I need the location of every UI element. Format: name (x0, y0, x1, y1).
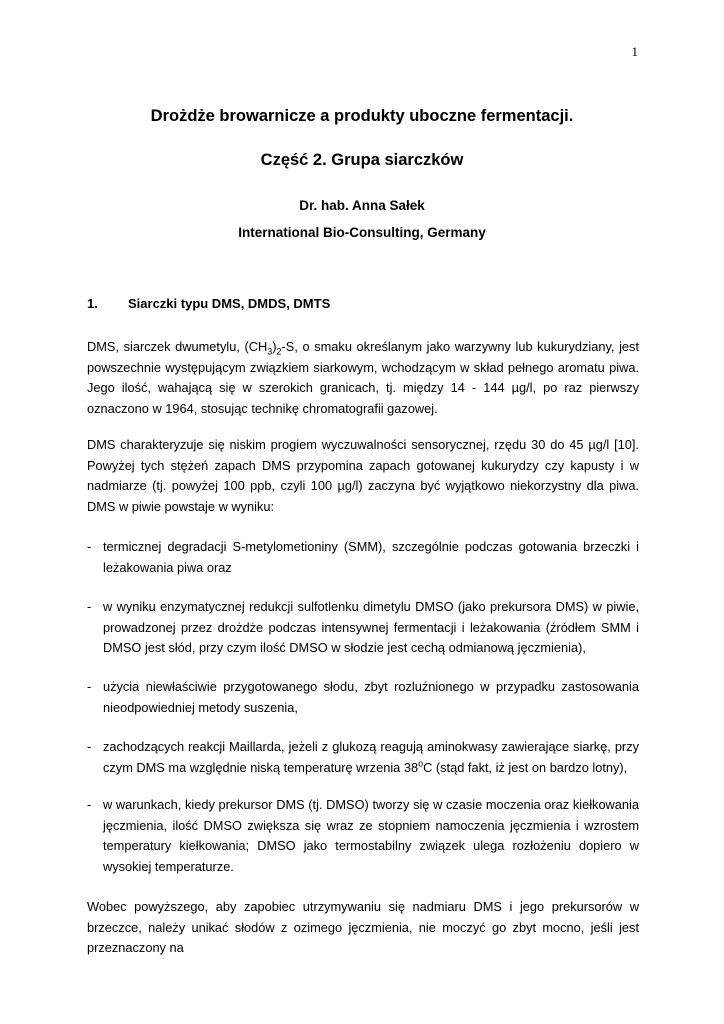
list-item (87, 537, 639, 578)
document-subtitle: Część 2. Grupa siarczków (260, 151, 464, 169)
paragraph-text: ) (272, 339, 277, 354)
superscript: o (418, 758, 424, 769)
paragraph-text: DMS, siarczek dwumetylu, (CH (87, 339, 268, 354)
list-item-text: termicznej degradacji S-metylometioniny (SMM), szczególnie podczas gotowania brzeczki i leżakowania piwa oraz (103, 539, 639, 575)
author-name: Dr. hab. Anna Sałek (299, 198, 425, 213)
list-item (87, 597, 639, 659)
dash-bullet: - (87, 797, 92, 812)
section-number: 1. (87, 296, 98, 311)
paragraph: DMS charakteryzuje się niskim progiem wyczuwalności sensorycznej, rzędu 30 do 45 µg/l [10]. Powyżej tych stężeń zapach DMS przypomina zapach gotowanej kukurydzy czy kapusty i w nadmiarze (tj. powyżej 100 ppb, czyli 100 µg/l) zaczyna być wyjątkowo niekorzystny dla piwa. DMS w piwie powstaje w wyniku: (87, 437, 639, 514)
document-title: Drożdże browarnicze a produkty uboczne fermentacji. (150, 107, 574, 125)
list-item-text: w wyniku enzymatycznej redukcji sulfotlenku dimetylu DMSO (jako prekursora DMS) w piwie, prowadzonej przez drożdże podczas intensywnej fermentacji i leżakowania (źródłem SMM i DMSO jest słód, przy czym ilość DMSO w słodzie jest cechą odmianową jęczmienia), (103, 599, 639, 655)
dash-bullet: - (87, 599, 92, 614)
section-title: Siarczki typu DMS, DMDS, DMTS (128, 296, 331, 311)
list-item-text: użycia niewłaściwie przygotowanego słodu, zbyt rozluźnionego w przypadku zastosowania nieodpowiedniej metody suszenia, (103, 679, 639, 715)
author-affiliation: International Bio-Consulting, Germany (238, 225, 486, 240)
dash-bullet: - (87, 679, 92, 694)
dash-bullet: - (87, 739, 92, 754)
list-item (87, 677, 639, 718)
list-item-text: zachodzących reakcji Maillarda, jeżeli z glukozą reagują aminokwasy zawierające siarkę, przy czym DMS ma względnie niską temperaturę wrzenia 38 (103, 739, 639, 775)
subscript: 3 (267, 346, 273, 357)
page-number: 1 (631, 44, 638, 59)
paragraph: Wobec powyższego, aby zapobiec utrzymywaniu się nadmiaru DMS i jego prekursorów w brzeczce, należy unikać słodów z ozimego jęczmienia, nie moczyć go zbyt mocno, jeśli jest przeznaczony na (87, 899, 639, 955)
paragraph-text: -S, o smaku określanym jako warzywny lub kukurydziany, jest powszechnie występującym związkiem siarkowym, wchodzącym w skład pełnego aromatu piwa. Jego ilość, wahającą się w szerokich granicach, tj. między 14 - 144 µg/l, po raz pierwszy oznaczono w 1964, stosując technikę chromatografii gazowej. (87, 339, 639, 416)
dash-bullet: - (87, 539, 92, 554)
section-heading (87, 296, 330, 311)
list-item (87, 795, 639, 877)
paragraph (87, 337, 639, 419)
list-item (87, 737, 639, 778)
subscript: 2 (276, 346, 282, 357)
list-item-text: C (stąd fakt, iż jest on bardzo lotny), (423, 759, 628, 775)
list-item-text: w warunkach, kiedy prekursor DMS (tj. DMSO) tworzy się w czasie moczenia oraz kiełkowania jęczmienia, ilość DMSO zwiększa się wraz ze stopniem namoczenia jęczmienia i wzrostem temperatury kiełkowania; DMSO jako termostabilny związek ulega rozłożeniu dopiero w wysokiej temperaturze. (103, 797, 639, 874)
